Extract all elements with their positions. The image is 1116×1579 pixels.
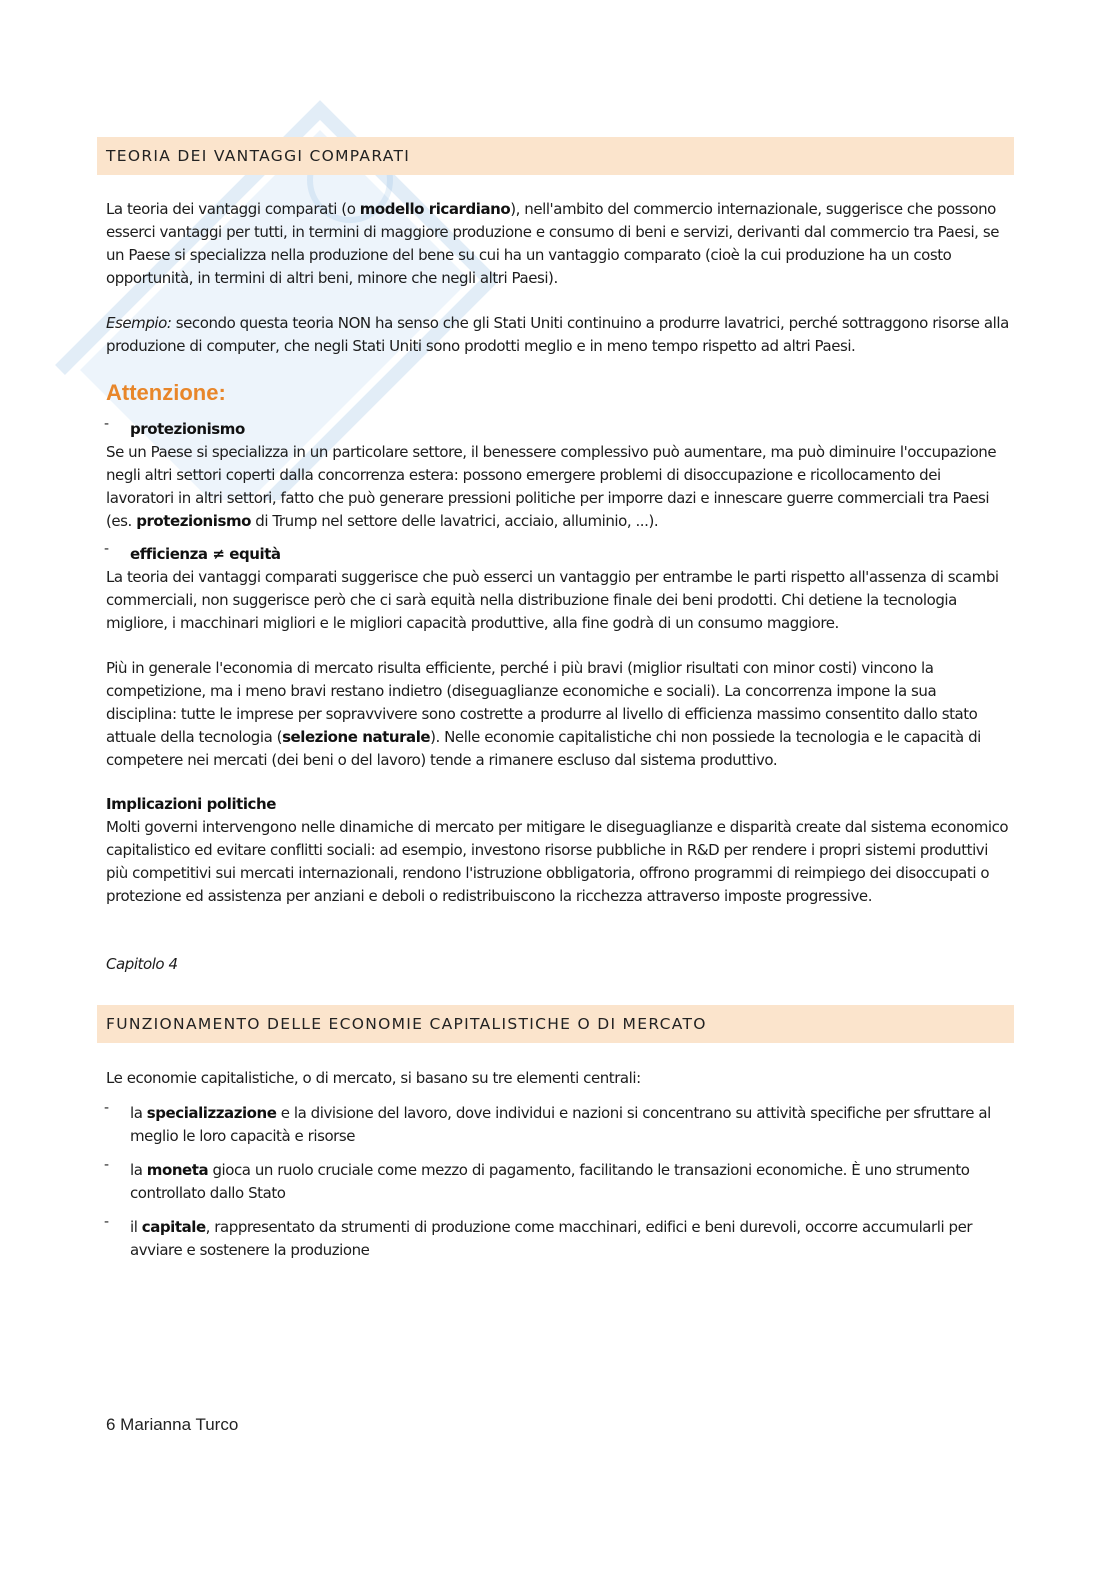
example-text: secondo questa teoria NON ha senso che gli Stati Uniti continuino a produrre lavatrici, perché sottraggono risorse alla produzione di computer, che negli Stati Uniti sono prodotti meglio e in meno tempo rispetto ad altri Paesi. <box>106 314 1009 355</box>
list-item-bold: capitale <box>141 1218 206 1236</box>
page-footer: 6 Marianna Turco <box>106 1415 239 1434</box>
list-item-post: gioca un ruolo cruciale come mezzo di pagamento, facilitando le transazioni economiche. È uno strumento controllato dallo Stato <box>130 1161 970 1202</box>
paragraph-general <box>106 657 1010 772</box>
list-item-bold: specializzazione <box>146 1104 277 1122</box>
general-bold: selezione naturale <box>282 728 431 746</box>
protezionismo-text-a: Se un Paese si specializza in un particolare settore, il benessere complessivo può aumentare, ma può diminuire l'occupazione negli altri settori coperti dalla concorrenza estera: possono emergere problemi di disoccupazione e ricollocamento dei lavoratori in altri settori, fatto che può generare pressioni politiche per imporre dazi e innescare guerre commerciali tra Paesi (es. <box>106 443 997 530</box>
protezionismo-bold: protezionismo <box>136 512 251 530</box>
attention-heading: Attenzione: <box>106 380 226 405</box>
list-item-bold: moneta <box>146 1161 209 1179</box>
bullet-dash: - <box>104 541 110 557</box>
paragraph-elements-intro: Le economie capitalistiche, o di mercato, si basano su tre elementi centrali: <box>106 1069 641 1087</box>
implications-heading <box>106 793 1010 816</box>
list-item-pre: il <box>130 1218 142 1236</box>
implications-heading-text: Implicazioni politiche <box>106 795 276 813</box>
list-item <box>130 1216 1010 1262</box>
efficienza-heading <box>130 543 1010 566</box>
bullet-dash: - <box>104 1214 110 1230</box>
efficienza-heading-text: efficienza ≠ equità <box>130 545 281 563</box>
chapter-label <box>106 953 1010 976</box>
paragraph-example <box>106 312 1010 358</box>
general-text-c: ). Nelle economie capitalistiche chi non possiede la tecnologia e le capacità di competere nei mercati (dei beni o del lavoro) tende a rimanere escluso dal sistema produttivo. <box>106 728 981 769</box>
section-heading-teoria: TEORIA DEI VANTAGGI COMPARATI <box>97 137 1014 175</box>
paragraph-intro <box>106 198 1010 290</box>
bullet-dash: - <box>104 416 110 432</box>
bullet-dash: - <box>104 1157 110 1173</box>
general-text-a: Più in generale l'economia di mercato risulta efficiente, perché i più bravi (miglior risultati con minor costi) vincono la competizione, ma i meno bravi restano indietro (diseguaglianze economiche e sociali). La concorrenza impone la sua disciplina: tutte le imprese per sopravvivere sono costrette a produrre al livello di efficienza massimo consentito dallo stato attuale della tecnologia ( <box>106 659 978 746</box>
list-item <box>130 1102 1010 1148</box>
protezionismo-text-b: di Trump nel settore delle lavatrici, acciaio, alluminio, ...). <box>250 512 659 530</box>
section-heading-funzionamento: FUNZIONAMENTO DELLE ECONOMIE CAPITALISTICHE O DI MERCATO <box>97 1005 1014 1043</box>
paragraph-efficienza: La teoria dei vantaggi comparati suggerisce che può esserci un vantaggio per entrambe le parti rispetto all'assenza di scambi commerciali, non suggerisce però che ci sarà equità nella distribuzione finale dei beni prodotti. Chi detiene la tecnologia migliore, i macchinari migliori e le migliori capacità produttive, alla fine godrà di un consumo maggiore. <box>106 568 999 632</box>
list-item-pre: la <box>130 1104 147 1122</box>
protezionismo-heading <box>130 418 1010 441</box>
protezionismo-heading-text: protezionismo <box>130 420 245 438</box>
intro-text-a: La teoria dei vantaggi comparati (o <box>106 200 360 218</box>
list-item-post: , rappresentato da strumenti di produzione come macchinari, edifici e beni durevoli, occorre accumularli per avviare e sostenere la produzione <box>130 1218 973 1259</box>
list-item-post: e la divisione del lavoro, dove individui e nazioni si concentrano su attività specifiche per sfruttare al meglio le loro capacità e risorse <box>130 1104 991 1145</box>
list-item-pre: la <box>130 1161 147 1179</box>
paragraph-implications: Molti governi intervengono nelle dinamiche di mercato per mitigare le diseguaglianze e disparità create dal sistema economico capitalistico ed evitare conflitti sociali: ad esempio, investono risorse pubbliche in R&D per rendere i propri sistemi produttivi più competitivi sui mercati internazionali, rendono l'istruzione obbligatoria, offrono programmi di reimpiego dei disoccupati o protezione ed assistenza per anziani e deboli o redistribuiscono la ricchezza attraverso imposte progressive. <box>106 818 1009 905</box>
intro-text-c: ), nell'ambito del commercio internazionale, suggerisce che possono esserci vantaggi per tutti, in termini di maggiore produzione e consumo di beni e servizi, derivanti dal commercio tra Paesi, se un Paese si specializza nella produzione del bene su cui ha un vantaggio comparato (cioè la cui produzione ha un costo opportunità, in termini di altri beni, minore che negli altri Paesi). <box>106 200 999 287</box>
list-item <box>130 1159 1010 1205</box>
intro-bold: modello ricardiano <box>359 200 511 218</box>
paragraph-protezionismo <box>106 441 1010 533</box>
chapter-label-text: Capitolo 4 <box>106 955 178 973</box>
bullet-dash: - <box>104 1100 110 1116</box>
example-label: Esempio: <box>106 314 172 332</box>
